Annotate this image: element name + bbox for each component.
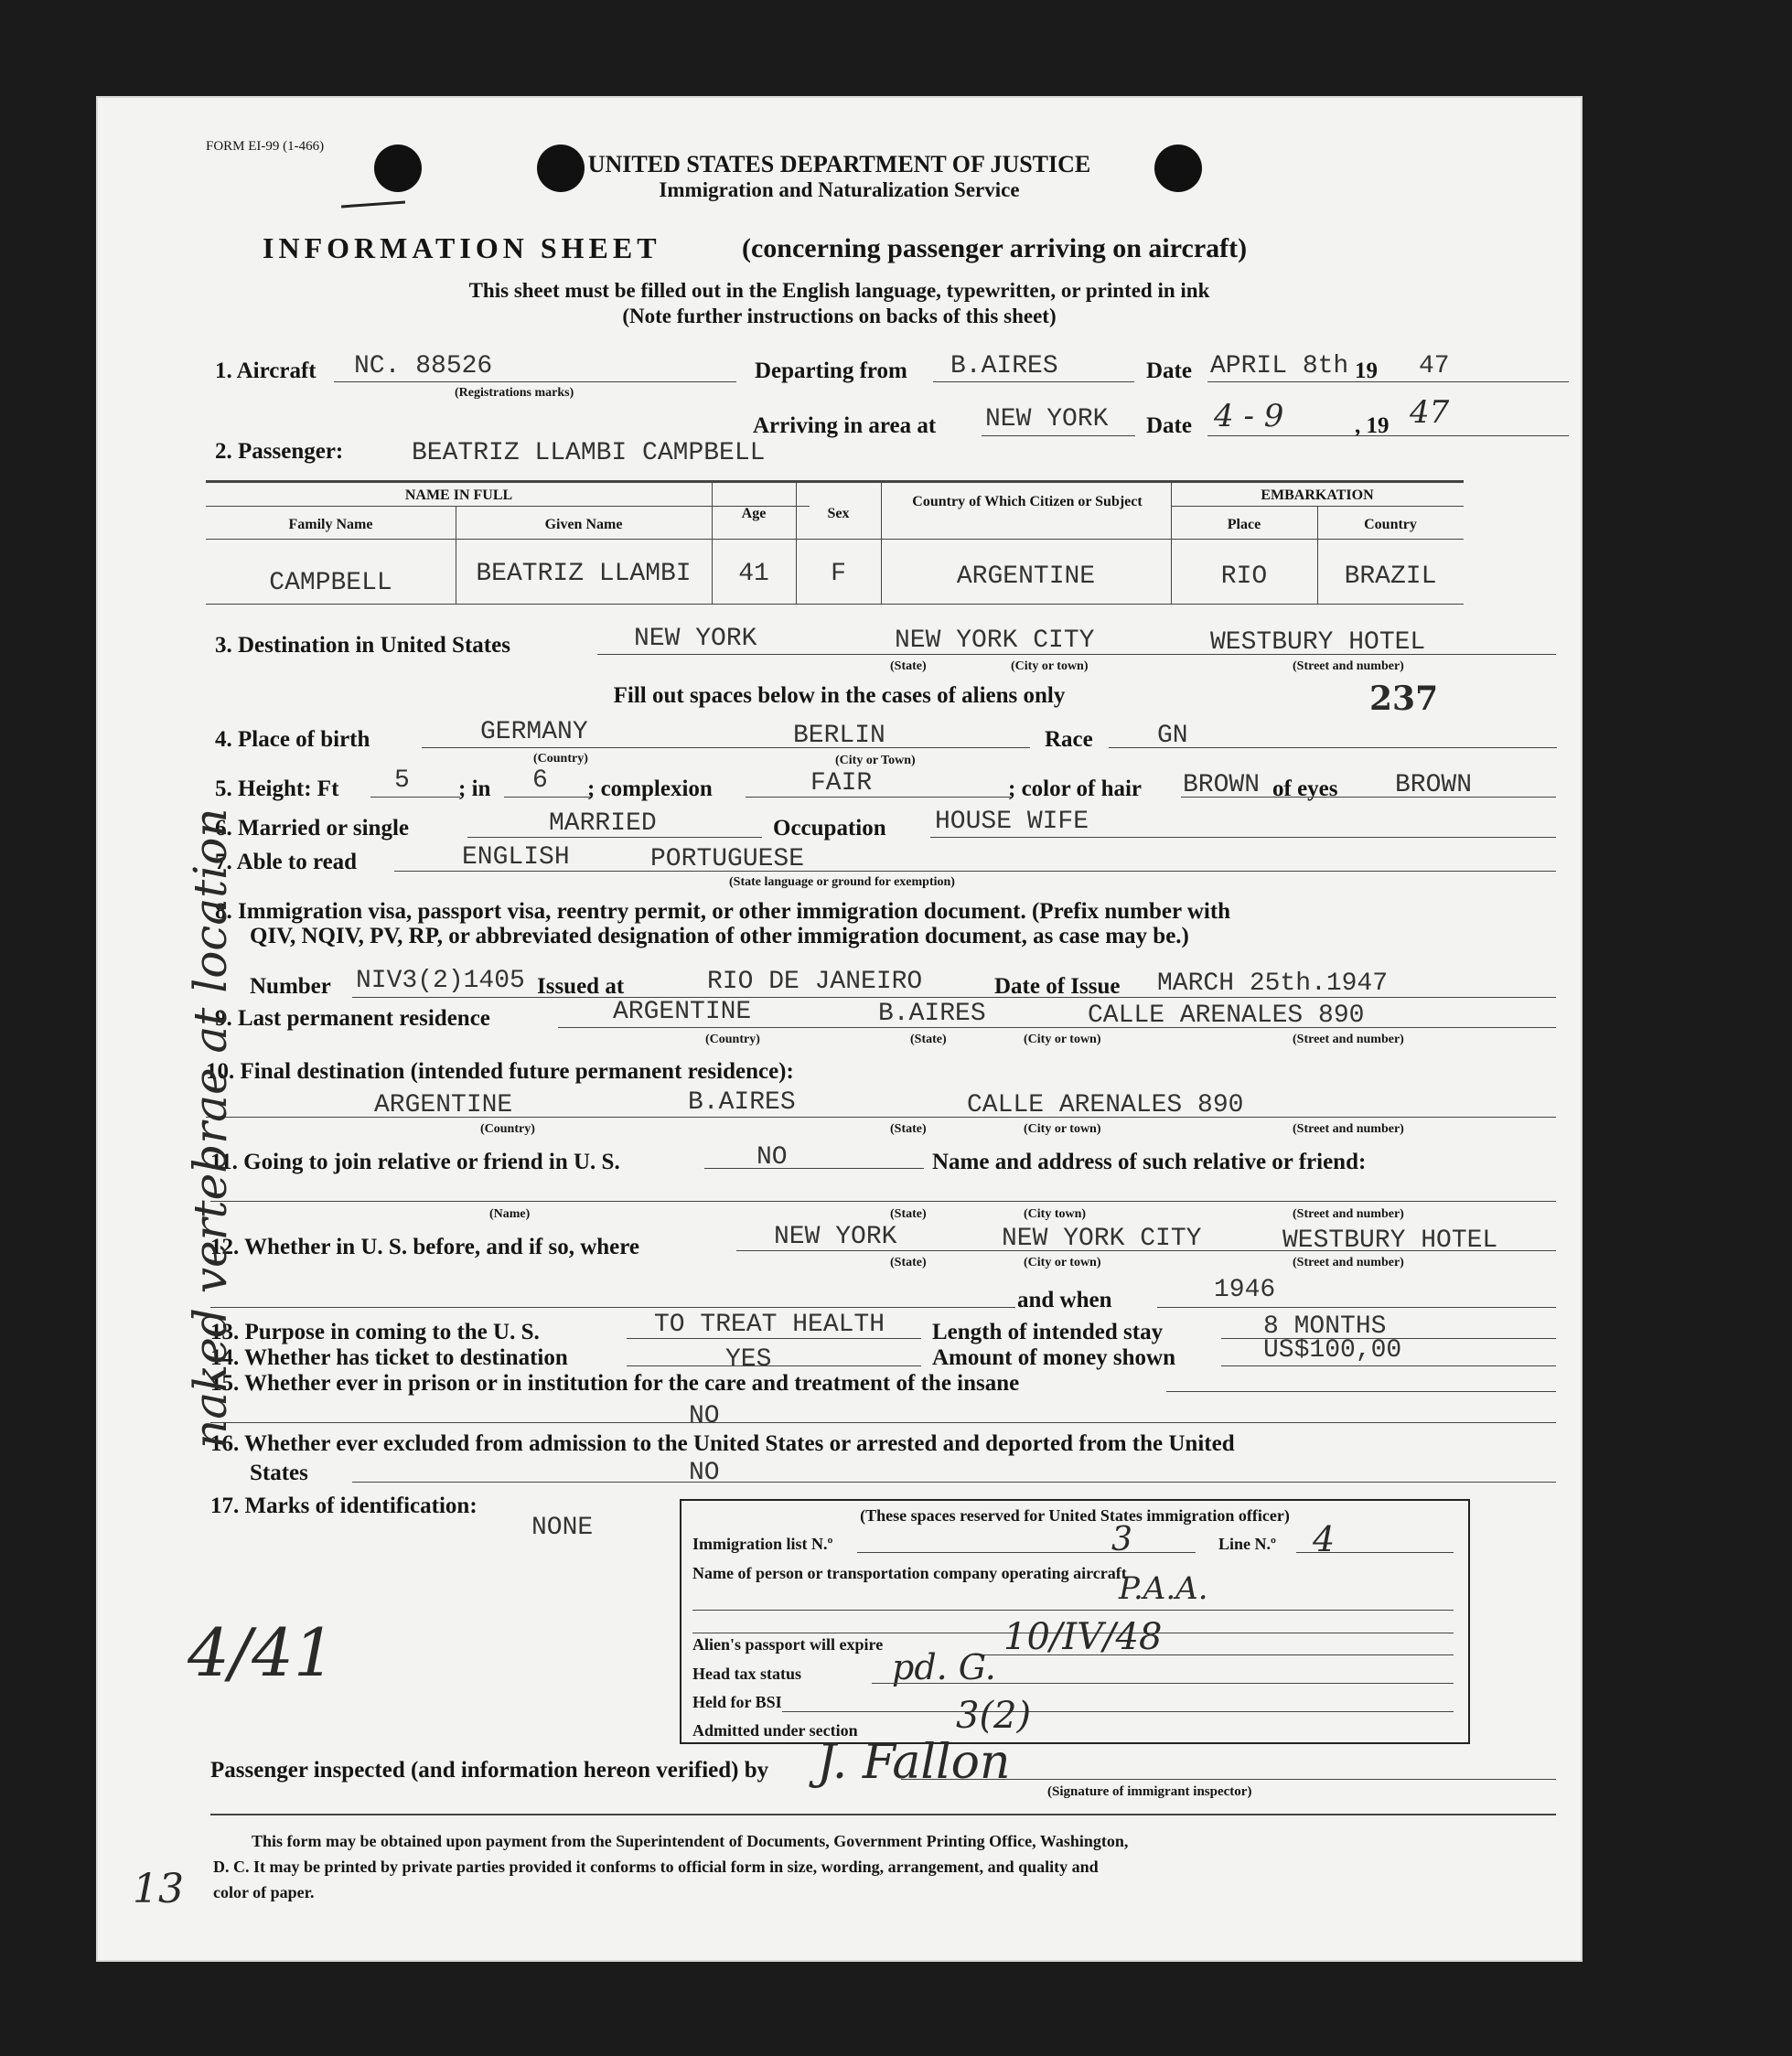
sex-value: F xyxy=(831,560,846,588)
eyes-value: BROWN xyxy=(1395,771,1473,799)
birthplace-label: 4. Place of birth xyxy=(215,727,370,752)
country-header: Country xyxy=(1364,517,1417,532)
page-number: 13 xyxy=(133,1866,184,1912)
passenger-label: 2. Passenger: xyxy=(215,439,344,464)
excluded-label: States xyxy=(250,1461,308,1485)
join-relative-value: NO xyxy=(757,1143,788,1172)
age-header: Age xyxy=(741,506,767,521)
inches-label: ; in xyxy=(458,776,491,801)
instruction-line: (Note further instructions on backs of this sheet) xyxy=(622,305,1057,327)
company-value: P.A.A. xyxy=(1119,1570,1208,1607)
complexion-value: FAIR xyxy=(810,769,873,798)
issue-date-label: Date of Issue xyxy=(994,974,1121,999)
citizenship-header: Country of Which Citizen or Subject xyxy=(912,494,1143,509)
admitted-section-label: Admitted under section xyxy=(692,1721,858,1740)
height-label: 5. Height: Ft xyxy=(215,776,339,801)
inspector-signature: J. Fallon xyxy=(817,1735,1011,1790)
final-destination-label: 10. Final destination (intended future permanent residence): xyxy=(206,1059,794,1084)
bsi-label: Held for BSI xyxy=(692,1693,782,1711)
previous-visit-year: 1946 xyxy=(1214,1276,1276,1304)
state-caption: (State) xyxy=(890,1256,927,1269)
room-number: 237 xyxy=(1369,680,1439,718)
passport-expiry-value: 10/IV/48 xyxy=(1003,1616,1163,1658)
destination-city: NEW YORK CITY xyxy=(895,626,1095,655)
departure-year: 47 xyxy=(1419,352,1450,380)
occupation-label: Occupation xyxy=(773,816,886,841)
place-header: Place xyxy=(1227,517,1261,532)
embarkation-place-value: RIO xyxy=(1220,562,1268,591)
purpose-value: TO TREAT HEALTH xyxy=(654,1311,885,1339)
embarkation-header: EMBARKATION xyxy=(1261,487,1374,503)
read-language-1: ENGLISH xyxy=(462,843,570,872)
department-heading: UNITED STATES DEPARTMENT OF JUSTICE xyxy=(587,151,1091,177)
destination-state: NEW YORK xyxy=(634,625,757,653)
family-name-value: CAMPBELL xyxy=(269,569,392,597)
visa-instruction: QIV, NQIV, PV, RP, or abbreviated designation of other immigration document, as case may be.) xyxy=(250,924,1189,948)
hair-label: ; color of hair xyxy=(1008,776,1143,801)
race-label: Race xyxy=(1045,727,1093,752)
date-label: Date xyxy=(1146,359,1192,383)
street-caption: (Street and number) xyxy=(1293,659,1404,673)
eyes-label: of eyes xyxy=(1272,776,1338,801)
street-caption: (Street and number) xyxy=(1293,1256,1404,1269)
birth-city: BERLIN xyxy=(793,722,885,750)
money-label: Amount of money shown xyxy=(932,1345,1176,1370)
race-value: GN xyxy=(1157,722,1188,750)
instruction-line: This sheet must be filled out in the English language, typewritten, or printed in ink xyxy=(468,279,1210,302)
stay-label: Length of intended stay xyxy=(932,1320,1164,1344)
marital-label: 6. Married or single xyxy=(215,816,409,841)
name-caption: (Name) xyxy=(489,1207,531,1221)
hair-value: BROWN xyxy=(1183,771,1261,799)
complexion-label: ; complexion xyxy=(587,776,713,801)
prison-label: 15. Whether ever in prison or in institution for the care and treatment of the insane xyxy=(210,1371,1020,1396)
state-caption: (State) xyxy=(890,1122,927,1136)
city-caption: (City or town) xyxy=(1024,1122,1101,1136)
state-caption: (State) xyxy=(890,659,927,673)
destination-label: 3. Destination in United States xyxy=(215,633,510,658)
street-caption: (Street and number) xyxy=(1293,1033,1404,1046)
prison-value: NO xyxy=(689,1402,720,1430)
street-caption: (Street and number) xyxy=(1293,1207,1404,1221)
year-prefix: 19 xyxy=(1355,359,1378,383)
departing-label: Departing from xyxy=(755,359,907,383)
stay-value: 8 MONTHS xyxy=(1263,1312,1387,1341)
visa-instruction: 8. Immigration visa, passport visa, reentry permit, or other immigration document. (Prefix number with xyxy=(215,899,1231,924)
signature-caption: (Signature of immigrant inspector) xyxy=(1047,1784,1252,1799)
arrival-date-label: Date xyxy=(1146,413,1192,438)
aircraft-value: NC. 88526 xyxy=(354,352,493,380)
line-number-value: 4 xyxy=(1313,1519,1336,1559)
identification-value: NONE xyxy=(531,1514,594,1542)
previous-visit-city: NEW YORK CITY xyxy=(1002,1225,1202,1253)
city-caption: (City or town) xyxy=(1011,659,1089,673)
company-label: Name of person or transportation company operating aircraft xyxy=(692,1564,1127,1582)
join-relative-label: 11. Going to join relative or friend in U. S. xyxy=(210,1150,620,1174)
margin-note: naked vertebrae at location xyxy=(184,808,237,1449)
officer-box-heading: (These spaces reserved for United States immigration officer) xyxy=(860,1506,1290,1525)
city-caption: (City or town) xyxy=(1024,1033,1101,1046)
destination-street: WESTBURY HOTEL xyxy=(1210,628,1426,657)
read-label: 7. Able to read xyxy=(215,850,358,874)
passport-expiry-label: Alien's passport will expire xyxy=(692,1635,884,1654)
visa-number-label: Number xyxy=(250,974,331,999)
issue-date-value: MARCH 25th.1947 xyxy=(1157,969,1389,998)
departure-date: APRIL 8th xyxy=(1210,352,1349,380)
sex-header: Sex xyxy=(827,506,850,521)
city-caption: (City town) xyxy=(1024,1207,1087,1221)
side-number: 4/41 xyxy=(188,1614,336,1691)
height-feet: 5 xyxy=(394,766,410,795)
citizenship-value: ARGENTINE xyxy=(956,562,1096,591)
last-residence-label: 9. Last permanent residence xyxy=(215,1006,490,1031)
ticket-value: YES xyxy=(725,1345,772,1374)
occupation-value: HOUSE WIFE xyxy=(935,808,1089,836)
city-caption: (City or town) xyxy=(1024,1256,1101,1269)
issued-at-value: RIO DE JANEIRO xyxy=(707,968,923,996)
aliens-note: Fill out spaces below in the cases of aliens only xyxy=(613,683,1066,708)
arrival-year-prefix: , 19 xyxy=(1355,413,1390,438)
list-number-value: 3 xyxy=(1111,1521,1132,1558)
final-street: CALLE ARENALES 890 xyxy=(967,1091,1244,1119)
footer-line: D. C. It may be printed by private parties provided it conforms to official form in size, wording, arrangement, and quality and xyxy=(213,1858,1099,1876)
arriving-value: NEW YORK xyxy=(985,405,1109,434)
departing-value: B.AIRES xyxy=(950,352,1058,380)
street-caption: (Street and number) xyxy=(1293,1122,1404,1136)
height-inches: 6 xyxy=(532,766,548,795)
arriving-label: Arriving in area at xyxy=(753,413,937,438)
previous-visit-label: 12. Whether in U. S. before, and if so, where xyxy=(210,1235,639,1259)
aircraft-label: 1. Aircraft xyxy=(215,359,317,383)
city-caption: (City or Town) xyxy=(835,754,916,767)
given-name-header: Given Name xyxy=(544,517,623,532)
when-label: and when xyxy=(1017,1288,1112,1312)
read-language-2: PORTUGUESE xyxy=(650,845,805,873)
purpose-label: 13. Purpose in coming to the U. S. xyxy=(210,1320,540,1344)
admitted-section-value: 3(2) xyxy=(956,1695,1032,1737)
state-caption: (State) xyxy=(910,1033,947,1046)
state-caption: (State) xyxy=(890,1207,927,1221)
birth-country: GERMANY xyxy=(480,718,588,746)
head-tax-label: Head tax status xyxy=(692,1665,802,1683)
page-subtitle: (concerning passenger arriving on aircraft) xyxy=(742,233,1248,263)
identification-label: 17. Marks of identification: xyxy=(210,1494,478,1518)
list-number-label: Immigration list N.º xyxy=(692,1535,833,1553)
last-residence-state: B.AIRES xyxy=(878,1000,986,1028)
country-caption: (Country) xyxy=(533,752,588,766)
visa-number: NIV3(2)1405 xyxy=(356,967,525,995)
language-caption: (State language or ground for exemption) xyxy=(729,875,955,889)
information-sheet xyxy=(96,96,1583,1962)
service-heading: Immigration and Naturalization Service xyxy=(659,178,1020,201)
passenger-name: BEATRIZ LLAMBI CAMPBELL xyxy=(412,439,766,467)
country-caption: (Country) xyxy=(705,1033,760,1046)
excluded-label: 16. Whether ever excluded from admission to the United States or arrested and deported from the United xyxy=(210,1431,1235,1456)
form-number: FORM EI-99 (1-466) xyxy=(206,139,325,154)
previous-visit-state: NEW YORK xyxy=(774,1223,897,1251)
money-value: US$100,00 xyxy=(1263,1336,1402,1365)
issued-label: Issued at xyxy=(537,974,625,999)
final-country: ARGENTINE xyxy=(374,1091,513,1119)
last-residence-street: CALLE ARENALES 890 xyxy=(1088,1001,1365,1030)
previous-visit-street: WESTBURY HOTEL xyxy=(1282,1226,1498,1255)
footer-line: color of paper. xyxy=(213,1883,315,1901)
footer-line: This form may be obtained upon payment from the Superintendent of Documents, Government Printing Office, Washington, xyxy=(252,1832,1129,1850)
family-name-header: Family Name xyxy=(288,517,373,532)
age-value: 41 xyxy=(738,560,769,588)
excluded-value: NO xyxy=(689,1459,720,1487)
last-residence-country: ARGENTINE xyxy=(613,998,752,1026)
registration-caption: (Registrations marks) xyxy=(455,386,574,400)
head-tax-value: pd. G. xyxy=(892,1647,996,1687)
relative-name-label: Name and address of such relative or friend: xyxy=(932,1150,1367,1174)
country-caption: (Country) xyxy=(480,1122,535,1136)
arrival-year: 47 xyxy=(1410,394,1450,431)
page-title: INFORMATION SHEET xyxy=(263,231,661,264)
final-state: B.AIRES xyxy=(688,1088,796,1117)
embarkation-country-value: BRAZIL xyxy=(1344,562,1437,591)
ticket-label: 14. Whether has ticket to destination xyxy=(210,1345,568,1370)
given-name-value: BEATRIZ LLAMBI xyxy=(476,560,692,588)
marital-value: MARRIED xyxy=(549,809,657,838)
inspection-label: Passenger inspected (and information hereon verified) by xyxy=(210,1758,769,1783)
line-number-label: Line N.º xyxy=(1218,1535,1276,1553)
arrival-date: 4 - 9 xyxy=(1214,398,1284,434)
name-in-full-header: NAME IN FULL xyxy=(404,487,513,503)
